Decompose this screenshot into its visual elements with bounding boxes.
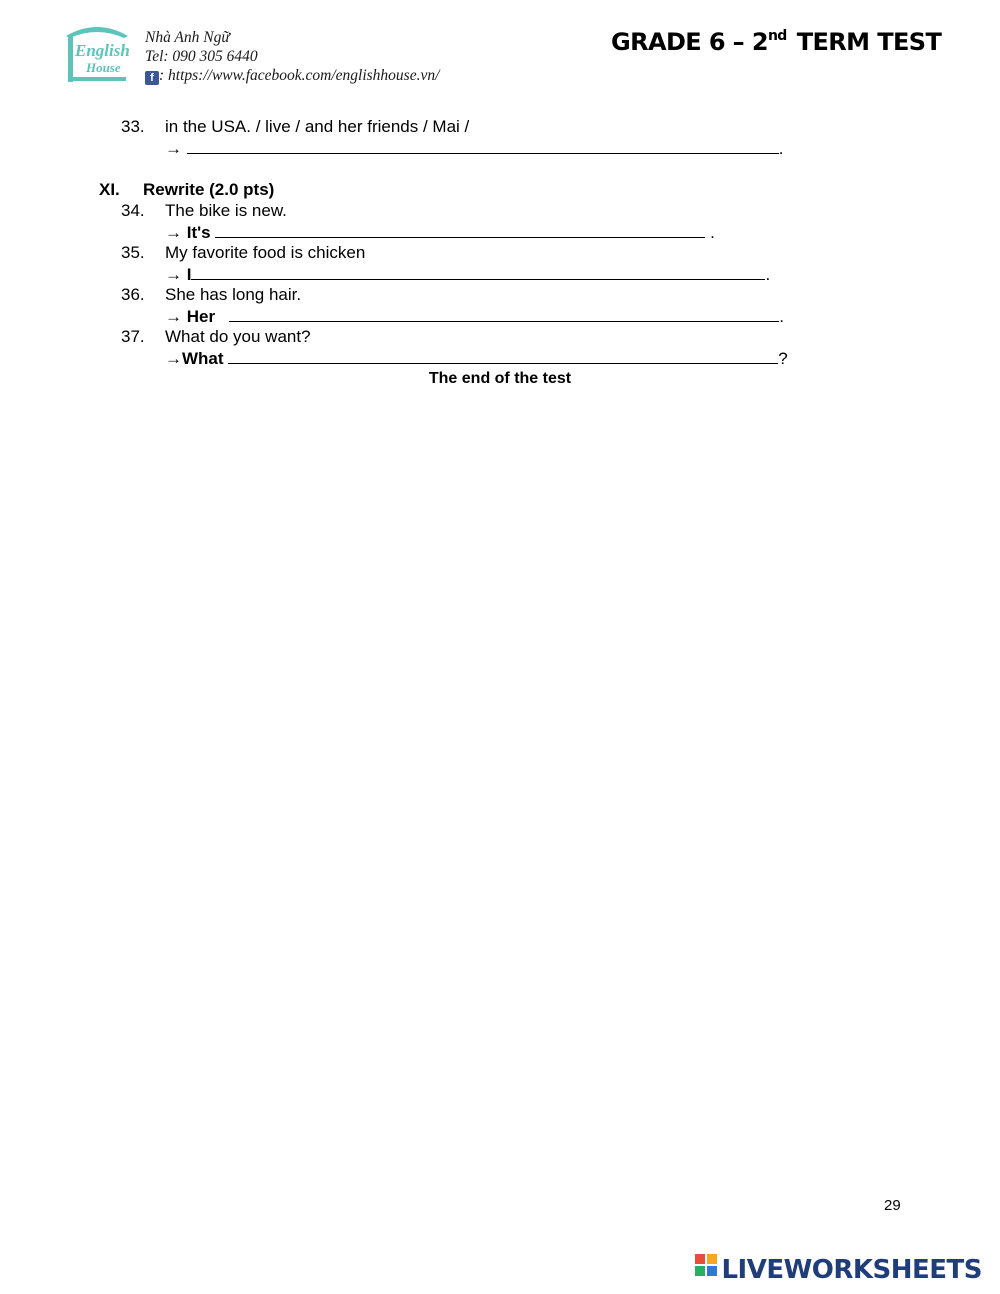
brand-name: Nhà Anh Ngữ — [145, 29, 230, 46]
question-text: My favorite food is chicken — [165, 243, 366, 262]
answer-prompt: What — [182, 349, 224, 368]
question-number: 36. — [121, 285, 145, 304]
english-house-logo — [60, 22, 134, 84]
arrow-icon: → — [165, 349, 182, 368]
svg-text:House: House — [86, 60, 121, 75]
answer-end-punct: . — [710, 223, 715, 242]
answer-blank[interactable] — [228, 348, 778, 364]
answer-blank[interactable] — [191, 264, 765, 280]
answer-end-punct: . — [778, 139, 784, 158]
arrow-icon: → — [165, 223, 182, 242]
liveworksheets-blocks-icon — [695, 1254, 717, 1276]
question-number: 34. — [121, 201, 145, 220]
brand-facebook-row — [145, 66, 439, 85]
facebook-icon: f — [145, 71, 159, 85]
title-main: GRADE 6 – 2 — [611, 28, 768, 56]
title-rest: TERM TEST — [796, 28, 942, 56]
answer-end-punct: . — [765, 265, 771, 284]
question-text: in the USA. / live / and her friends / Mai / — [165, 117, 470, 136]
brand-block — [145, 28, 439, 85]
question-text: What do you want? — [165, 327, 311, 346]
page-number: 29 — [884, 1197, 901, 1214]
answer-blank[interactable] — [229, 306, 779, 322]
answer-blank[interactable] — [187, 138, 779, 154]
answer-prompt: Her — [186, 307, 216, 326]
question-number: 37. — [121, 327, 145, 346]
arrow-icon: → — [165, 307, 182, 326]
answer-end-punct: ? — [778, 349, 788, 368]
section-title: Rewrite (2.0 pts) — [143, 180, 275, 199]
answer-prompt: I — [186, 265, 192, 284]
liveworksheets-logo[interactable] — [695, 1254, 982, 1284]
liveworksheets-text: LIVEWORKSHEETS — [721, 1254, 982, 1285]
svg-text:English: English — [75, 41, 130, 60]
brand-tel: Tel: 090 305 6440 — [145, 48, 258, 65]
question-text: The bike is new. — [165, 201, 287, 220]
page-title — [611, 28, 941, 56]
end-of-test: The end of the test — [428, 370, 572, 387]
answer-blank[interactable] — [215, 222, 705, 238]
question-text: She has long hair. — [165, 285, 302, 304]
brand-facebook-url: : https://www.facebook.com/englishhouse.vn/ — [159, 67, 440, 84]
title-superscript: nd — [767, 28, 787, 44]
question-number: 33. — [121, 117, 145, 136]
answer-prompt: It's — [186, 223, 211, 242]
answer-end-punct: . — [779, 307, 784, 326]
arrow-icon: → — [165, 265, 182, 284]
arrow-icon: → — [165, 139, 182, 158]
section-number: XI. — [99, 180, 120, 199]
question-number: 35. — [121, 243, 145, 262]
